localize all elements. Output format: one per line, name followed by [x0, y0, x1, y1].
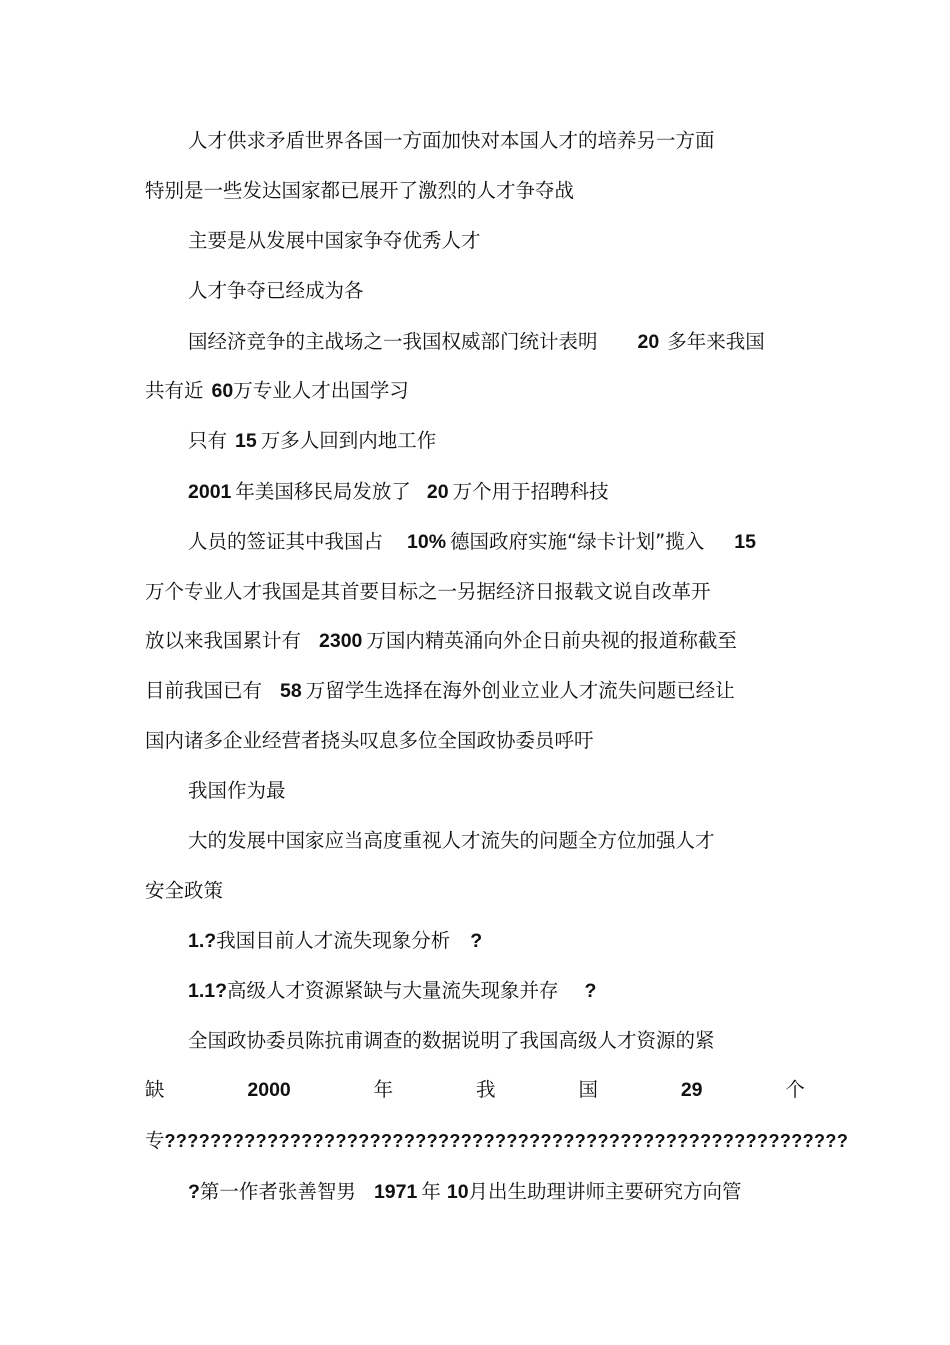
section-heading: 1.?我国目前人才流失现象分析 ?: [188, 929, 483, 952]
paragraph-line: 人员的签证其中我国占 10% 德国政府实施“绿卡计划”揽入 15: [188, 530, 756, 553]
footnote: ?第一作者张善智男 1971 年 10月出生助理讲师主要研究方向管: [188, 1180, 742, 1203]
paragraph-line: 2001 年美国移民局发放了 20 万个用于招聘科技: [188, 480, 609, 503]
garbled-line: 专????????????????????????????????????????????????????????????: [145, 1129, 849, 1152]
paragraph-line: 共有近 60万专业人才出国学习: [145, 379, 409, 402]
paragraph-line: 特别是一些发达国家都已展开了激烈的人才争夺战: [145, 179, 575, 202]
paragraph-line: 主要是从发展中国家争夺优秀人才: [188, 229, 481, 252]
paragraph-line: 国内诸多企业经营者挠头叹息多位全国政协委员呼吁: [145, 729, 594, 752]
paragraph-line: 只有 15 万多人回到内地工作: [188, 429, 437, 452]
paragraph-line: 国经济竞争的主战场之一我国权威部门统计表明 20 多年来我国: [188, 330, 765, 353]
justified-line: 缺 2000 年 我 国 29 个: [145, 1078, 805, 1101]
subsection-heading: 1.1?高级人才资源紧缺与大量流失现象并存 ?: [188, 979, 597, 1002]
paragraph-line: 人才供求矛盾世界各国一方面加快对本国人才的培养另一方面: [188, 129, 715, 152]
paragraph-line: 放以来我国累计有 2300 万国内精英涌向外企日前央视的报道称截至: [145, 629, 737, 652]
paragraph-line: 我国作为最: [188, 779, 286, 802]
paragraph-line: 安全政策: [145, 879, 224, 902]
paragraph-line: 万个专业人才我国是其首要目标之一另据经济日报载文说自改革开: [145, 580, 711, 603]
paragraph-line: 大的发展中国家应当高度重视人才流失的问题全方位加强人才: [188, 829, 715, 852]
paragraph-line: 全国政协委员陈抗甫调查的数据说明了我国高级人才资源的紧: [188, 1029, 715, 1052]
paragraph-line: 目前我国已有 58 万留学生选择在海外创业立业人才流失问题已经让: [145, 679, 735, 702]
paragraph-line: 人才争夺已经成为各: [188, 279, 364, 302]
